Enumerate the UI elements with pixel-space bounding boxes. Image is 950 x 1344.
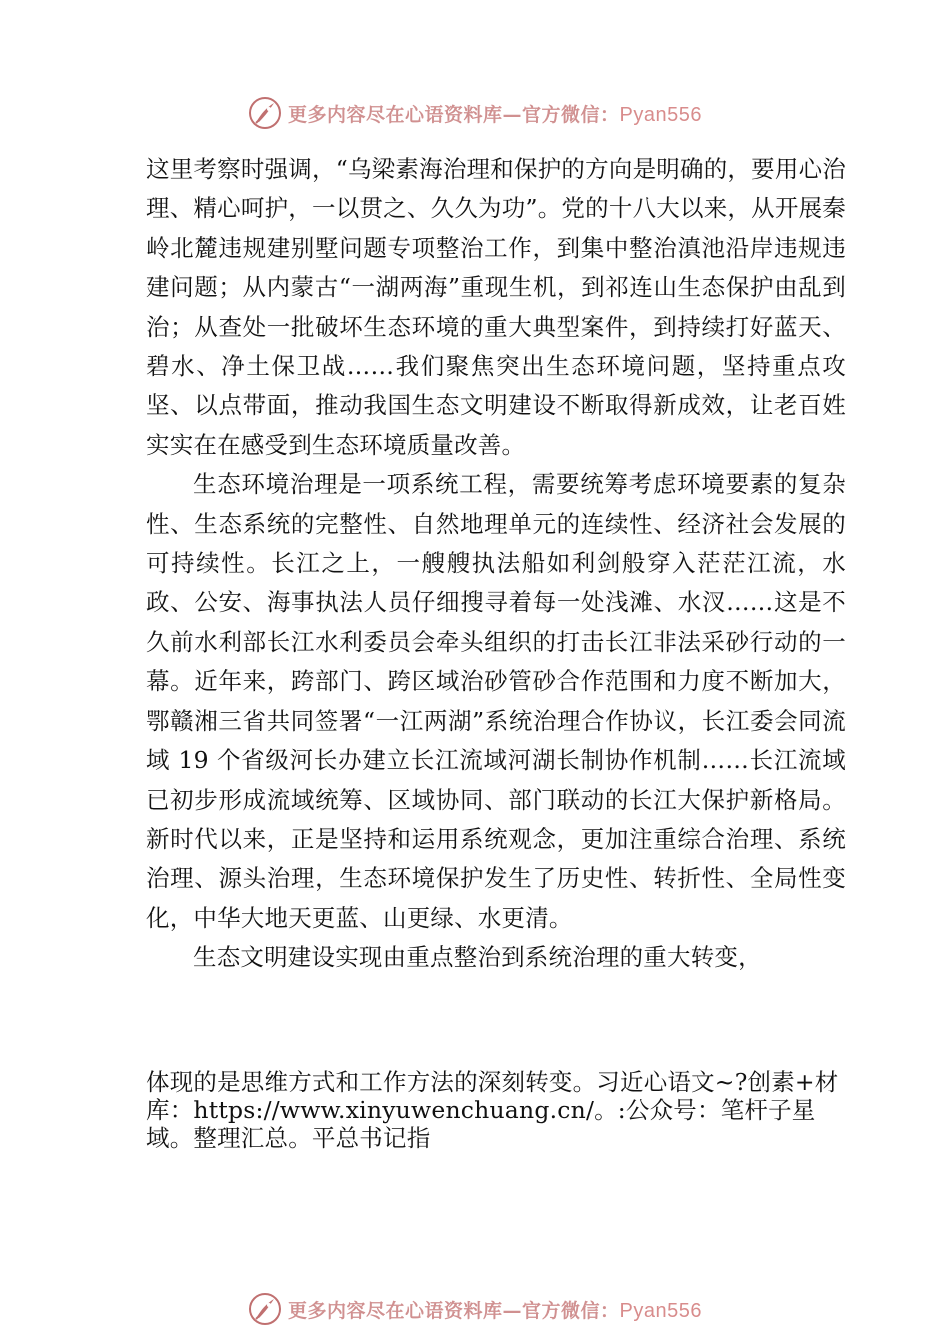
paragraph-2: 生态环境治理是一项系统工程，需要统筹考虑环境要素的复杂性、生态系统的完整性、自然地理单元的连续性、经济社会发展的可持续性。长江之上，一艘艘执法船如利剑般穿入茫茫江流，水政、公安、海事执法人员仔细搜寻着每一处浅滩、水汊……这是不久前水利部长江水利委员会牵头组织的打击长江非法采砂行动的一幕。近年来，跨部门、跨区域治砂管砂合作范围和力度不断加大，鄂赣湘三省共同签署“一江两湖”系统治理合作协议，长江委会同流域 19 个省级河长办建立长江流域河湖长制协作机制……长江流域已初步形成流域统筹、区域协同、部门联动的长江大保护新格局。新时代以来，正是坚持和运用系统观念，更加注重综合治理、系统治理、源头治理，生态环境保护发生了历史性、转折性、全局性变化，中华大地天更蓝、山更绿、水更清。 — [146, 470, 846, 932]
paragraph-3-continuation: 体现的是思维方式和工作方法的深刻转变。习近心语文~?创素+材库：https://www.xinyuwenchuang.cn/。:公众号：笔杆子星域。整理汇总。平总书记指 — [146, 1068, 839, 1152]
header-banner-handle: Pyan556 — [619, 103, 702, 126]
footer-banner-handle: Pyan556 — [619, 1299, 702, 1322]
article-body — [146, 150, 846, 978]
header-banner-text: 更多内容尽在心语资料库—官方微信：Pyan556 — [288, 103, 702, 126]
quill-logo-icon — [248, 1292, 282, 1326]
header-banner — [0, 93, 950, 133]
quill-logo-icon — [248, 96, 282, 130]
footer-banner — [0, 1289, 950, 1329]
paragraph-3: 生态文明建设实现由重点整治到系统治理的重大转变， — [193, 943, 762, 972]
paragraph-1: 这里考察时强调，“乌梁素海治理和保护的方向是明确的，要用心治理、精心呵护，一以贯之、久久为功”。党的十八大以来，从开展秦岭北麓违规建别墅问题专项整治工作，到集中整治滇池沿岸违规违建问题；从内蒙古“一湖两海”重现生机，到祁连山生态保护由乱到治；从查处一批破坏生态环境的重大典型案件，到持续打好蓝天、碧水、净土保卫战……我们聚焦突出生态环境问题，坚持重点攻坚、以点带面，推动我国生态文明建设不断取得新成效，让老百姓实实在在感受到生态环境质量改善。 — [146, 155, 846, 459]
footer-banner-text: 更多内容尽在心语资料库—官方微信：Pyan556 — [288, 1299, 702, 1322]
